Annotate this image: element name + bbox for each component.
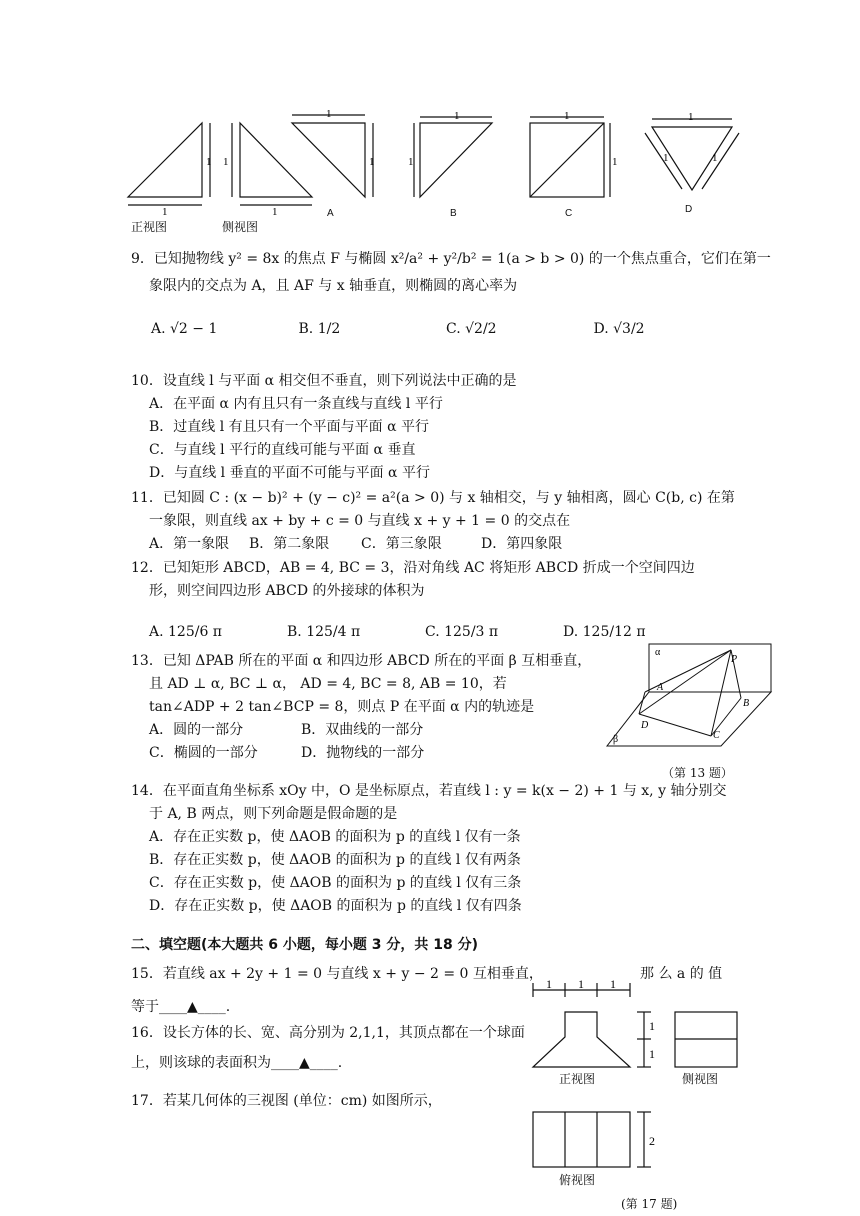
q15-line1b: 那 么 a 的 值 — [640, 966, 723, 982]
q11-options — [131, 533, 741, 556]
question-11 — [131, 487, 741, 556]
svg-text:1: 1 — [612, 156, 618, 168]
svg-text:1: 1 — [688, 111, 694, 123]
svg-text:1: 1 — [649, 1047, 655, 1061]
option-b-label: B — [450, 208, 457, 219]
q12-option-a: A. 125/6 π — [149, 624, 223, 640]
question-13 — [131, 650, 601, 765]
q9-line1: 9．已知抛物线 y² = 8x 的焦点 F 与椭圆 x²/a² + y²/b² = 1(a > b > 0) 的一个焦点重合，它们在第一 — [131, 251, 771, 267]
svg-text:β: β — [613, 734, 619, 745]
q16-line1: 16．设长方体的长、宽、高分别为 2,1,1，其顶点都在一个球面 — [131, 1025, 525, 1041]
question-10 — [131, 370, 741, 485]
svg-text:A: A — [657, 682, 664, 693]
q10-option-a: A．在平面 α 内有且只有一条直线与直线 l 平行 — [149, 396, 443, 412]
front-view-triangle — [128, 123, 210, 205]
svg-text:1: 1 — [369, 156, 375, 168]
option-c-label: C — [565, 208, 573, 219]
top-three-view-figures — [120, 105, 760, 235]
q10-option-d: D．与直线 l 垂直的平面不可能与平面 α 平行 — [149, 465, 430, 481]
q11-line1: 11．已知圆 C : (x − b)² + (y − c)² = a²(a > 0) 与 x 轴相交，与 y 轴相离，圆心 C(b, c) 在第 — [131, 490, 735, 506]
q14-option-d: D．存在正实数 p，使 ΔAOB 的面积为 p 的直线 l 仅有四条 — [149, 898, 522, 914]
question-14 — [131, 780, 741, 918]
side-view-label: 侧视图 — [222, 220, 259, 234]
question-12 — [131, 557, 741, 644]
svg-text:1: 1 — [649, 1019, 655, 1033]
q9-option-a: A. √2 − 1 — [151, 321, 218, 337]
q12-option-b: B. 125/4 π — [287, 624, 361, 640]
q17-top-label: 俯视图 — [559, 1173, 596, 1187]
q14-option-a: A．存在正实数 p，使 ΔAOB 的面积为 p 的直线 l 仅有一条 — [149, 829, 521, 845]
q13-option-a: A．圆的一部分 — [149, 722, 244, 738]
plane-alpha — [649, 644, 771, 692]
svg-text:1: 1 — [326, 108, 332, 120]
side-view-triangle — [232, 123, 312, 205]
front-view-label: 正视图 — [131, 220, 168, 234]
svg-text:1: 1 — [564, 110, 570, 122]
q14-line1: 14．在平面直角坐标系 xOy 中，O 是坐标原点，若直线 l : y = k(x − 2) + 1 与 x, y 轴分别交 — [131, 783, 727, 799]
option-a-figure — [292, 115, 373, 197]
svg-text:1: 1 — [272, 206, 278, 218]
svg-text:1: 1 — [408, 156, 414, 168]
svg-text:1: 1 — [454, 110, 460, 122]
svg-text:1: 1 — [223, 156, 229, 168]
q17-front-view — [533, 1012, 630, 1067]
q13-option-d: D．抛物线的一部分 — [301, 745, 425, 761]
svg-text:1: 1 — [162, 206, 168, 218]
option-d-label: D — [685, 204, 693, 215]
svg-text:1: 1 — [663, 152, 669, 164]
q12-option-c: C. 125/3 π — [425, 624, 499, 640]
q11-option-b: B．第二象限 — [249, 536, 330, 552]
svg-text:2: 2 — [649, 1134, 655, 1148]
q10-option-b: B．过直线 l 有且只有一个平面与平面 α 平行 — [149, 419, 430, 435]
svg-text:α: α — [655, 647, 661, 658]
q13-figure — [603, 640, 778, 752]
q14-line2: 于 A, B 两点，则下列命题是假命题的是 — [149, 806, 398, 822]
q15-line1: 15．若直线 ax + 2y + 1 = 0 与直线 x + y − 2 = 0 互相垂直， — [131, 966, 543, 982]
svg-text:1: 1 — [206, 156, 212, 168]
svg-text:1: 1 — [546, 977, 552, 991]
q9-option-d: D. √3/2 — [593, 321, 645, 337]
q11-option-c: C．第三象限 — [361, 536, 442, 552]
q17-top-view — [533, 1112, 630, 1167]
svg-text:1: 1 — [712, 152, 718, 164]
option-c-figure — [530, 117, 610, 197]
q13-options — [131, 719, 509, 765]
option-d-figure — [645, 119, 739, 190]
q17-caption: (第 17 题) — [621, 1197, 678, 1211]
q16-line2: 上，则该球的表面积为____▲____. — [131, 1055, 343, 1071]
q10-option-c: C．与直线 l 平行的直线可能与平面 α 垂直 — [149, 442, 416, 458]
q9-options — [131, 318, 741, 341]
q13-line1: 13．已知 ΔPAB 所在的平面 α 和四边形 ABCD 所在的平面 β 互相垂直， — [131, 653, 592, 669]
q13-line3: tan∠ADP + 2 tan∠BCP = 8，则点 P 在平面 α 内的轨迹是 — [149, 699, 535, 715]
question-9 — [131, 248, 771, 341]
q13-caption: （第 13 题） — [662, 766, 733, 780]
q11-option-a: A．第一象限 — [149, 536, 230, 552]
q12-line1: 12．已知矩形 ABCD，AB = 4, BC = 3，沿对角线 AC 将矩形 ABCD 折成一个空间四边 — [131, 560, 695, 576]
svg-text:B: B — [743, 698, 750, 709]
svg-text:P: P — [731, 654, 738, 665]
q17-line1: 17．若某几何体的三视图 (单位：cm) 如图所示， — [131, 1093, 442, 1109]
q9-line2: 象限内的交点为 A，且 AF 与 x 轴垂直，则椭圆的离心率为 — [149, 278, 518, 294]
option-b-figure — [414, 117, 492, 197]
q11-option-d: D．第四象限 — [481, 536, 563, 552]
q12-line2: 形，则空间四边形 ABCD 的外接球的体积为 — [149, 583, 425, 599]
q9-option-c: C. √2/2 — [446, 321, 497, 337]
q14-option-b: B．存在正实数 p，使 ΔAOB 的面积为 p 的直线 l 仅有两条 — [149, 852, 521, 868]
q17-front-label: 正视图 — [559, 1072, 596, 1086]
q13-option-c: C．椭圆的一部分 — [149, 745, 258, 761]
svg-text:C: C — [713, 730, 720, 741]
q13-line2: 且 AD ⊥ α, BC ⊥ α， AD = 4, BC = 8, AB = 10，若 — [149, 676, 507, 692]
q10-stem: 10．设直线 l 与平面 α 相交但不垂直，则下列说法中正确的是 — [131, 373, 517, 389]
svg-text:1: 1 — [578, 977, 584, 991]
q14-option-c: C．存在正实数 p，使 ΔAOB 的面积为 p 的直线 l 仅有三条 — [149, 875, 522, 891]
section-fill-in-heading: 二、填空题(本大题共 6 小题，每小题 3 分，共 18 分) — [131, 937, 479, 953]
svg-text:1: 1 — [610, 977, 616, 991]
q17-side-label: 侧视图 — [682, 1072, 719, 1086]
svg-text:D: D — [641, 720, 649, 731]
q15-line2: 等于____▲____. — [131, 999, 231, 1015]
q12-option-d: D. 125/12 π — [563, 624, 646, 640]
q9-option-b: B. 1/2 — [298, 321, 341, 337]
q13-option-b: B．双曲线的一部分 — [301, 722, 424, 738]
option-a-label: A — [327, 208, 334, 219]
q11-line2: 一象限，则直线 ax + by + c = 0 与直线 x + y + 1 = 0 的交点在 — [149, 513, 571, 529]
